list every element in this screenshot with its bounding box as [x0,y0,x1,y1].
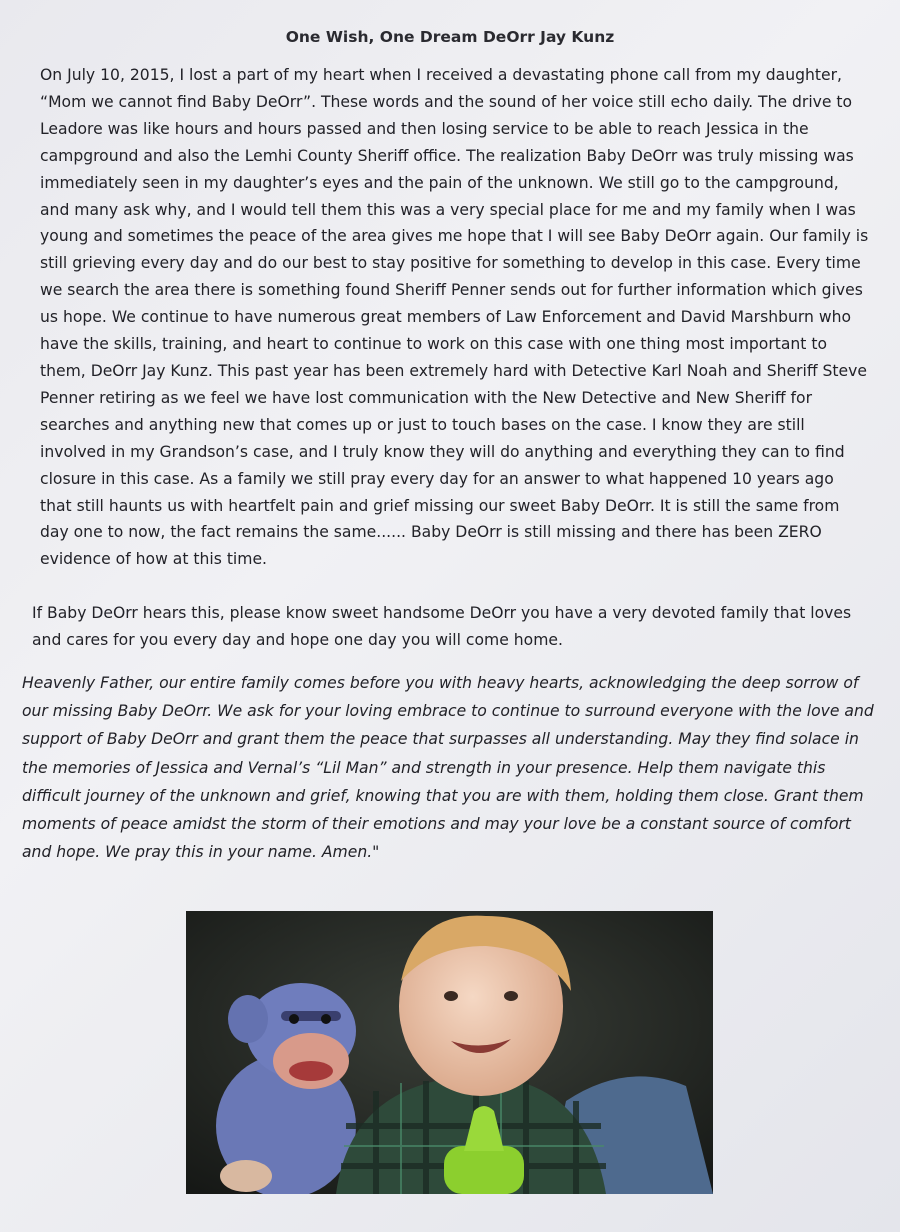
child-photo-illustration [186,911,713,1194]
child-photo [186,911,713,1194]
paragraph-message: If Baby DeOrr hears this, please know sweet handsome DeOrr you have a very devoted family that loves and cares for you every day and hope one day you will come home. [32,604,852,649]
paragraph-story: On July 10, 2015, I lost a part of my heart when I received a devastating phone call from my daughter, “Mom we cannot find Baby DeOrr”. These words and the sound of her voice still echo daily. The drive to Leadore was like hours and hours passed and then losing service to be able to reach Jessica in the campground and also the Lemhi County Sheriff office. The realization Baby DeOrr was truly missing was immediately seen in my daughter’s eyes and the pain of the unknown. We still go to the campground, and many ask why, and I would tell them this was a very special place for me and my family when I was young and sometimes the peace of the area gives me hope that I will see Baby DeOrr again. Our family is still grieving every day and do our best to stay positive for something to develop in this case. Every time we search the area there is something found Sheriff Penner sends out for further information which gives us hope. We continue to have numerous great members of Law Enforcement and David Marshburn who have the skills, training, and heart to continue to work on this case with one thing most important to them, DeOrr Jay Kunz. This past year has been extremely hard with Detective Karl Noah and Sheriff Steve Penner retiring as we feel we have lost communication with the New Detective and New Sheriff for searches and anything new that comes up or just to touch bases on the case. I know they are still involved in my Grandson’s case, and I truly know they will do anything and everything they can to find closure in this case. As a family we still pray every day for an answer to what happened 10 years ago that still haunts us with heartfelt pain and grief missing our sweet Baby DeOrr. It is still the same from day one to now, the fact remains the same...... Baby DeOrr is still missing and there has been ZERO evidence of how at this time. [40,66,869,569]
paragraph-prayer: Heavenly Father, our entire family comes before you with heavy hearts, acknowledging the deep sorrow of our missing Baby DeOrr. We ask for your loving embrace to continue to surround everyone with the love and support of Baby DeOrr and grant them the peace that surpasses all understanding. May they find solace in the memories of Jessica and Vernal’s “Lil Man” and strength in your presence. Help them navigate this difficult journey of the unknown and grief, knowing that you are with them, holding them close. Grant them moments of peace amidst the storm of their emotions and may your love be a constant source of comfort and hope. We pray this in your name. Amen." [22,674,874,862]
document-title: One Wish, One Dream DeOrr Jay Kunz [285,28,615,46]
